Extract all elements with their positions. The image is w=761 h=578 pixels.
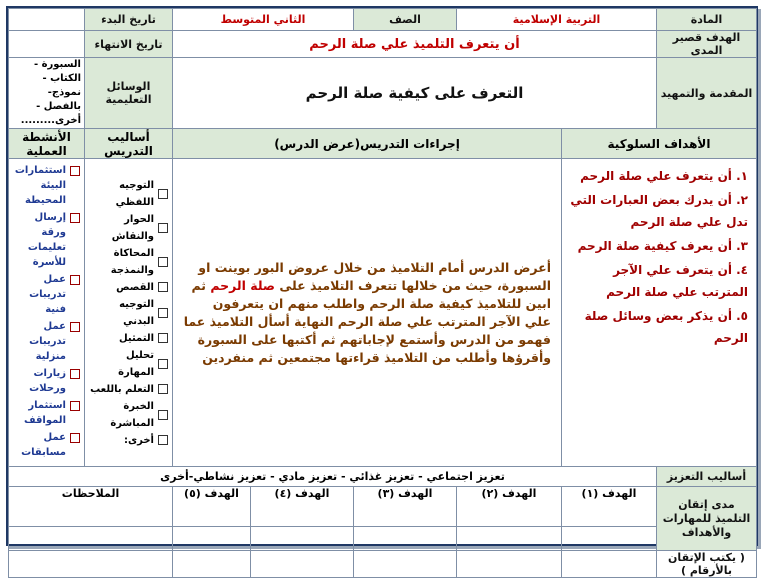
goal-item: ٥. أن يذكر بعض وسائل صلة الرحم bbox=[584, 309, 748, 345]
method-item[interactable]: التمثيل bbox=[89, 330, 168, 347]
short-goal-label: الهدف قصير المدى bbox=[657, 31, 757, 58]
start-date-label: تاريخ البدء bbox=[85, 9, 173, 31]
method-item[interactable]: التوجيه البدني bbox=[89, 296, 168, 330]
activity-item[interactable]: عمل مسابقات bbox=[13, 430, 80, 460]
procedure-text-1: أعرض الدرس أمام التلاميذ من خلال عروض البور بوينت او السبورة، حيث من خلالها تتعرف التلاميذ على bbox=[198, 259, 551, 293]
target-2-value[interactable] bbox=[457, 527, 562, 551]
method-item[interactable]: الخبرة المباشرة bbox=[89, 398, 168, 432]
target-5-value[interactable] bbox=[173, 527, 251, 551]
footer-cell bbox=[9, 551, 173, 578]
subject-value: التربية الإسلامية bbox=[457, 9, 657, 31]
activity-item[interactable]: زيارات ورحلات bbox=[13, 366, 80, 396]
target-5: الهدف (٥) bbox=[173, 487, 251, 527]
checkbox-icon[interactable] bbox=[70, 213, 80, 223]
footer-cell bbox=[562, 551, 657, 578]
activity-item[interactable]: عمل تدريبات فنية bbox=[13, 272, 80, 317]
intro-label: المقدمة والتمهيد bbox=[657, 58, 757, 129]
checkbox-icon[interactable] bbox=[158, 189, 168, 199]
checkbox-icon[interactable] bbox=[70, 166, 80, 176]
intro-value: التعرف على كيفية صلة الرحم bbox=[173, 58, 657, 129]
target-2: الهدف (٢) bbox=[457, 487, 562, 527]
footer-cell bbox=[251, 551, 354, 578]
tools-value bbox=[9, 58, 85, 129]
goal-item: ٢. أن يدرك بعض العبارات التي تدل علي صلة الرحم bbox=[570, 193, 748, 229]
activities-header: الأنشطة العملية bbox=[9, 129, 85, 159]
checkbox-icon[interactable] bbox=[70, 322, 80, 332]
methods-cell bbox=[85, 159, 173, 467]
class-value: الثاني المتوسط bbox=[173, 9, 354, 31]
procedures-cell bbox=[173, 159, 562, 467]
activity-item[interactable]: عمل تدريبات منزلية bbox=[13, 319, 80, 364]
procedure-text-2: ثم ابين للتلاميذ كيفية صلة الرحم واطلب منهم ان يتعرفون علي الآجر المترتب علي صلة الرحم النهاية أسأل التلاميذ عما فهمو من الدرس وأستمع لإجاباتهم ثم أكتبها على السبورة وأقرؤها وأطلب من التلاميذ قراءتها مجتمعين ثم منفردين bbox=[183, 277, 551, 365]
method-item[interactable]: تحليل المهارة bbox=[89, 347, 168, 381]
method-item[interactable]: التوجيه اللفظي bbox=[89, 177, 168, 211]
method-item[interactable]: التعلم باللعب bbox=[89, 381, 168, 398]
procedures-header: إجراءات التدريس(عرض الدرس) bbox=[173, 129, 562, 159]
checkbox-icon[interactable] bbox=[158, 223, 168, 233]
target-4-value[interactable] bbox=[251, 527, 354, 551]
checkbox-icon[interactable] bbox=[70, 401, 80, 411]
end-date-value bbox=[9, 31, 85, 58]
reinforcement-value: تعزيز اجتماعي - تعزيز غذائي - تعزيز مادي - تعزيز نشاطي-أخرى bbox=[9, 467, 657, 487]
method-item[interactable]: المحاكاة والنمذجة bbox=[89, 245, 168, 279]
target-3: الهدف (٣) bbox=[354, 487, 457, 527]
activities-cell bbox=[9, 159, 85, 467]
lesson-plan-table bbox=[8, 8, 757, 578]
activity-item[interactable]: استثمارات البيئة المحيطة bbox=[13, 163, 80, 208]
checkbox-icon[interactable] bbox=[70, 433, 80, 443]
checkbox-icon[interactable] bbox=[158, 435, 168, 445]
notes-header: الملاحظات bbox=[9, 487, 173, 527]
checkbox-icon[interactable] bbox=[158, 282, 168, 292]
checkbox-icon[interactable] bbox=[158, 384, 168, 394]
method-item[interactable]: الحوار والنقاش bbox=[89, 211, 168, 245]
reinforcement-label: أساليب التعزيز bbox=[657, 467, 757, 487]
goal-item: ١. أن يتعرف علي صلة الرحم bbox=[580, 169, 748, 183]
tools-line: السبورة - الكتاب - bbox=[33, 59, 81, 84]
procedure-highlight: صلة الرحم bbox=[210, 277, 276, 293]
subject-label: المادة bbox=[657, 9, 757, 31]
goal-item: ٤. أن يتعرف علي الآجر المترتب علي صلة الرحم bbox=[606, 263, 748, 299]
tools-line: نموذج- بالفصل - bbox=[36, 87, 81, 112]
goal-item: ٣. أن يعرف كيفية صلة الرحم bbox=[577, 239, 748, 253]
checkbox-icon[interactable] bbox=[158, 359, 168, 369]
methods-header: أساليب التدريس bbox=[85, 129, 173, 159]
checkbox-icon[interactable] bbox=[158, 308, 168, 318]
tools-line: أخرى......... bbox=[20, 115, 81, 126]
short-goal-value: أن يتعرف التلميذ علي صلة الرحم bbox=[173, 31, 657, 58]
lesson-plan-sheet bbox=[6, 6, 758, 577]
checkbox-icon[interactable] bbox=[158, 410, 168, 420]
method-item[interactable]: أخرى: bbox=[89, 432, 168, 449]
notes-value[interactable] bbox=[9, 527, 173, 551]
footer-cell bbox=[354, 551, 457, 578]
activity-item[interactable]: استثمار المواقف bbox=[13, 398, 80, 428]
target-1: الهدف (١) bbox=[562, 487, 657, 527]
checkbox-icon[interactable] bbox=[158, 333, 168, 343]
checkbox-icon[interactable] bbox=[70, 369, 80, 379]
end-date-label: تاريخ الانتهاء bbox=[85, 31, 173, 58]
checkbox-icon[interactable] bbox=[70, 275, 80, 285]
start-date-value bbox=[9, 9, 85, 31]
class-label: الصف bbox=[354, 9, 457, 31]
method-item[interactable]: القصص bbox=[89, 279, 168, 296]
target-3-value[interactable] bbox=[354, 527, 457, 551]
tools-label: الوسائل التعليمية bbox=[85, 58, 173, 129]
mastery-label: مدى إتقان التلميذ للمهارات والأهداف bbox=[657, 487, 757, 551]
checkbox-icon[interactable] bbox=[158, 257, 168, 267]
activity-item[interactable]: إرسال ورقة تعليمات للأسرة bbox=[13, 210, 80, 270]
target-1-value[interactable] bbox=[562, 527, 657, 551]
mastery-footer-note: ( يكتب الإتقان بالأرقام ) bbox=[657, 551, 757, 578]
footer-cell bbox=[457, 551, 562, 578]
target-4: الهدف (٤) bbox=[251, 487, 354, 527]
footer-cell bbox=[173, 551, 251, 578]
behavioral-goals-header: الأهداف السلوكية bbox=[562, 129, 757, 159]
behavioral-goals-cell bbox=[562, 159, 757, 467]
